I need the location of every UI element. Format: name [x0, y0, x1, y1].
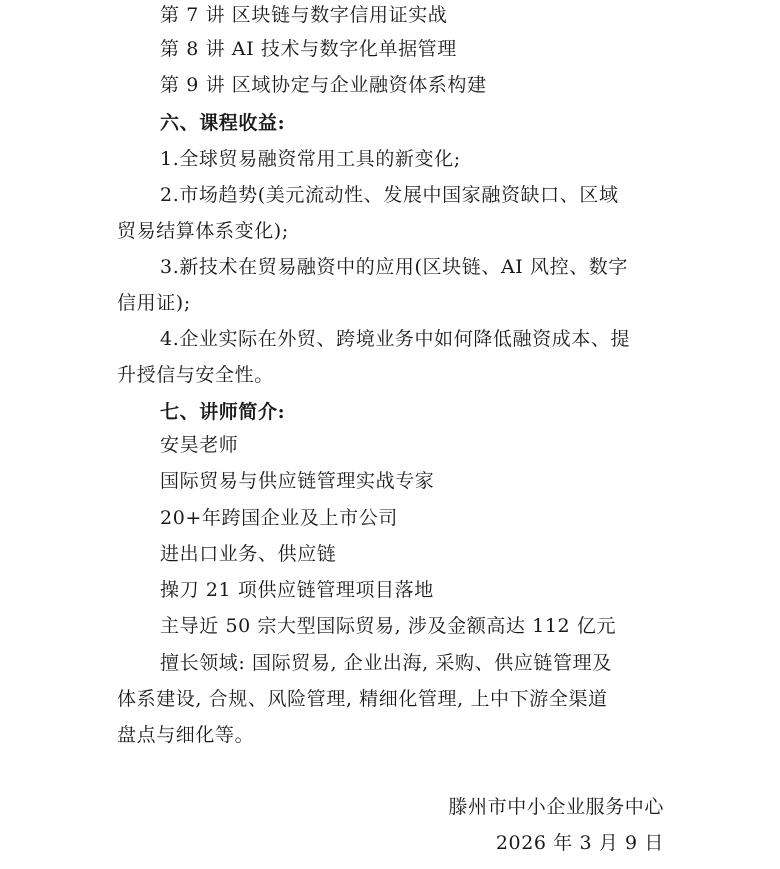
signature-date: 2026 年 3 月 9 日	[495, 832, 664, 854]
instructor-business: 进出口业务、供应链	[160, 543, 337, 565]
instructor-name: 安昊老师	[160, 434, 239, 456]
benefit-4-line-2: 升授信与安全性。	[117, 364, 274, 386]
instructor-trades: 主导近 50 宗大型国际贸易, 涉及金额高达 112 亿元	[160, 615, 617, 637]
section-7-heading: 七、讲师简介:	[160, 401, 286, 423]
benefit-1-line-1: 1.全球贸易融资常用工具的新变化;	[160, 148, 461, 170]
expertise-line-3: 盘点与细化等。	[117, 724, 255, 746]
benefit-3-line-1: 3.新技术在贸易融资中的应用(区块链、AI 风控、数字	[160, 256, 629, 278]
benefit-4-line-1: 4.企业实际在外贸、跨境业务中如何降低融资成本、提	[160, 328, 631, 350]
instructor-title: 国际贸易与供应链管理实战专家	[160, 470, 435, 492]
benefit-2-line-1: 2.市场趋势(美元流动性、发展中国家融资缺口、区域	[160, 184, 619, 206]
expertise-line-2: 体系建设, 合规、风险管理, 精细化管理, 上中下游全渠道	[117, 688, 608, 710]
instructor-experience: 20+年跨国企业及上市公司	[160, 507, 398, 529]
benefit-3-line-2: 信用证);	[117, 292, 191, 314]
signature-org: 滕州市中小企业服务中心	[448, 796, 664, 818]
lecture-9: 第 9 讲 区域协定与企业融资体系构建	[160, 74, 487, 96]
benefit-2-line-2: 贸易结算体系变化);	[117, 220, 289, 242]
instructor-projects: 操刀 21 项供应链管理项目落地	[160, 579, 434, 601]
lecture-7: 第 7 讲 区块链与数字信用证实战	[160, 4, 448, 26]
section-6-heading: 六、课程收益:	[160, 112, 286, 134]
expertise-line-1: 擅长领域: 国际贸易, 企业出海, 采购、供应链管理及	[160, 652, 612, 674]
lecture-8: 第 8 讲 AI 技术与数字化单据管理	[160, 38, 457, 60]
